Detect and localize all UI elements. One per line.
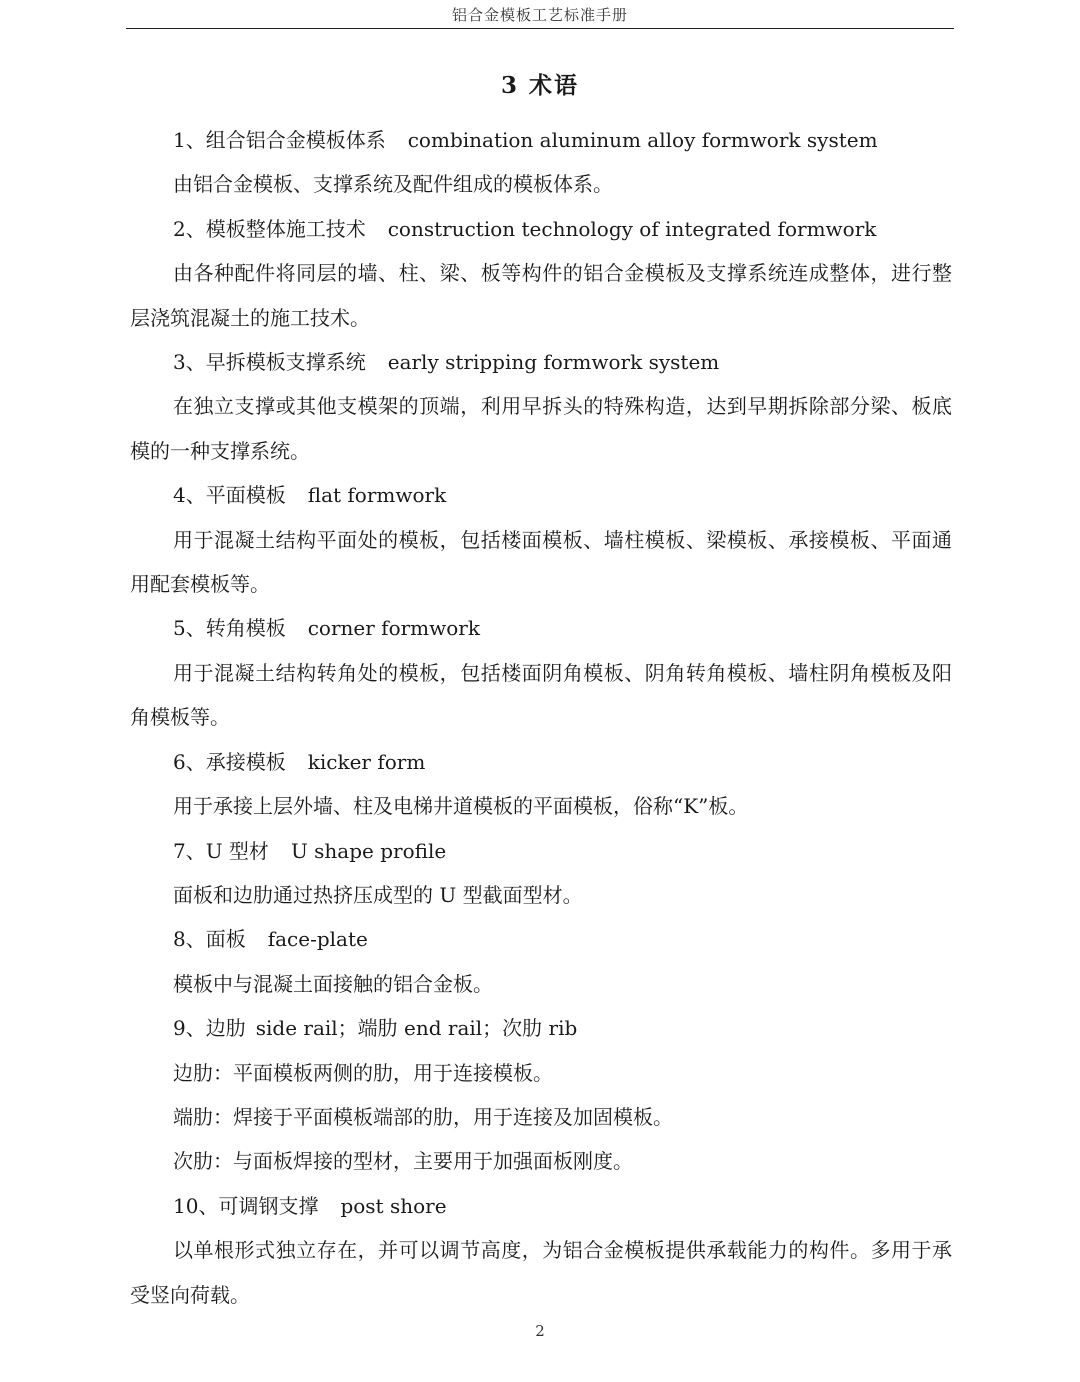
term-definition: 由各种配件将同层的墙、柱、梁、板等构件的铝合金模板及支撑系统连成整体，进行整层浇筑混凝土的施工技术。 [130,261,952,330]
term-zh: 3、早拆模板支撑系统 [173,350,366,375]
term-zh: 9、边肋 [173,1016,246,1041]
term-heading [130,606,952,650]
term-definition: 在独立支撑或其他支模架的顶端，利用早拆头的特殊构造，达到早期拆除部分梁、板底模的一种支撑系统。 [130,394,952,463]
term-zh: 4、平面模板 [173,483,286,508]
term-definition: 端肋：焊接于平面模板端部的肋，用于连接及加固模板。 [173,1104,673,1129]
term-en: corner formwork [307,616,480,641]
term-heading [130,829,952,873]
term-definition: 次肋：与面板焊接的型材，主要用于加强面板刚度。 [173,1149,633,1174]
terms-list [130,118,952,1317]
term-heading [130,340,952,384]
term-zh: 7、U 型材 [173,838,269,863]
term-en: U shape profile [290,838,447,863]
term-zh: 5、转角模板 [173,616,286,641]
term-en: kicker form [307,749,426,774]
term-en: face-plate [267,927,368,952]
page-number: 2 [535,1322,545,1340]
section-title: 3 术语 [500,72,579,99]
term-definition: 边肋：平面模板两侧的肋，用于连接模板。 [173,1060,553,1085]
term-en: early stripping formwork system [387,350,720,375]
term-zh: 6、承接模板 [173,749,286,774]
term-en: flat formwork [307,483,447,508]
term-en: construction technology of integrated formwork [387,216,877,241]
term-en: combination aluminum alloy formwork system [407,128,878,152]
term-definition: 用于承接上层外墙、柱及电梯井道模板的平面模板，俗称“K”板。 [173,794,749,819]
term-heading [130,1184,952,1228]
term-zh: 8、面板 [173,927,246,952]
term-definition: 用于混凝土结构转角处的模板，包括楼面阴角模板、阴角转角模板、墙柱阴角模板及阳角模板等。 [130,660,952,730]
term-en: side rail；端肋 end rail；次肋 rib [255,1016,578,1041]
term-definition: 由铝合金模板、支撑系统及配件组成的模板体系。 [173,172,613,197]
running-header-text: 铝合金模板工艺标准手册 [451,6,628,24]
term-zh: 10、可调钢支撑 [173,1193,319,1218]
term-definition: 用于混凝土结构平面处的模板，包括楼面模板、墙柱模板、梁模板、承接模板、平面通用配套模板等。 [130,527,952,597]
term-heading [130,740,952,784]
term-heading [130,917,952,961]
term-en: post shore [340,1193,447,1218]
term-zh: 2、模板整体施工技术 [173,216,366,241]
running-header [126,0,954,29]
term-definition: 面板和边肋通过热挤压成型的 U 型截面型材。 [173,882,583,907]
term-definition: 模板中与混凝土面接触的铝合金板。 [173,971,493,996]
term-heading [130,473,952,517]
term-heading [130,1006,952,1050]
term-heading [130,207,952,251]
term-heading [130,118,952,162]
term-zh: 1、组合铝合金模板体系 [173,128,386,152]
term-definition: 以单根形式独立存在，并可以调节高度，为铝合金模板提供承载能力的构件。多用于承受竖向荷载。 [130,1238,952,1307]
